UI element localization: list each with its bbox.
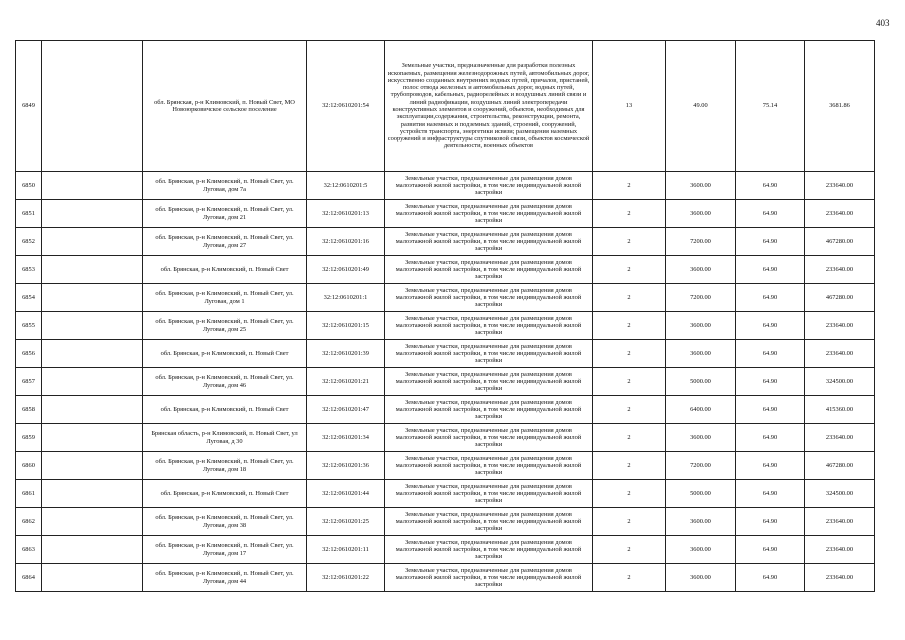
address-cell: обл. Брянская, р-н Климовский, п. Новый Свет [143, 256, 307, 284]
address-cell: обл. Брянская, р-н Климовский, п. Новый Свет, ул. Луговая, дом 27 [143, 228, 307, 256]
cadastral-value-cell: 233640.00 [805, 340, 875, 368]
table-row [16, 396, 875, 424]
use-group-cell: 2 [593, 340, 666, 368]
area-cell: 3600.00 [666, 340, 736, 368]
address-cell: обл. Брянская, р-н Климовский, п. Новый Свет, ул. Луговая, дом 18 [143, 452, 307, 480]
area-cell: 49.00 [666, 41, 736, 172]
address-cell: обл. Брянская, р-н Климовский, п. Новый Свет, ул. Луговая, дом 44 [143, 564, 307, 592]
area-cell: 7200.00 [666, 228, 736, 256]
specific-value-cell: 64.90 [736, 200, 805, 228]
row-number-cell: 6854 [16, 284, 42, 312]
table-row [16, 312, 875, 340]
use-group-cell: 2 [593, 564, 666, 592]
cadastral-number-cell: 32:12:0610201:54 [307, 41, 385, 172]
row-number-cell: 6852 [16, 228, 42, 256]
land-use-cell: Земельные участки, предназначенные для размещения домов малоэтажной жилой застройки, в том числе индивидуальной жилой застройки [385, 256, 593, 284]
blank-cell [42, 480, 143, 508]
row-number-cell: 6850 [16, 172, 42, 200]
area-cell: 5000.00 [666, 368, 736, 396]
blank-cell [42, 452, 143, 480]
use-group-cell: 2 [593, 368, 666, 396]
table-row [16, 172, 875, 200]
blank-cell [42, 200, 143, 228]
row-number-cell: 6855 [16, 312, 42, 340]
specific-value-cell: 64.90 [736, 368, 805, 396]
land-use-cell: Земельные участки, предназначенные для размещения домов малоэтажной жилой застройки, в том числе индивидуальной жилой застройки [385, 368, 593, 396]
blank-cell [42, 564, 143, 592]
area-cell: 3600.00 [666, 172, 736, 200]
row-number-cell: 6863 [16, 536, 42, 564]
table-row [16, 340, 875, 368]
cadastral-value-table [15, 40, 875, 592]
address-cell: обл. Брянская, р-н Климовский, п. Новый Свет, ул. Луговая, дом 7а [143, 172, 307, 200]
cadastral-value-cell: 467280.00 [805, 228, 875, 256]
row-number-cell: 6858 [16, 396, 42, 424]
specific-value-cell: 64.90 [736, 480, 805, 508]
area-cell: 3600.00 [666, 312, 736, 340]
area-cell: 5000.00 [666, 480, 736, 508]
area-cell: 7200.00 [666, 452, 736, 480]
area-cell: 3600.00 [666, 424, 736, 452]
use-group-cell: 2 [593, 312, 666, 340]
blank-cell [42, 41, 143, 172]
use-group-cell: 2 [593, 396, 666, 424]
use-group-cell: 2 [593, 172, 666, 200]
land-use-cell: Земельные участки, предназначенные для размещения домов малоэтажной жилой застройки, в том числе индивидуальной жилой застройки [385, 228, 593, 256]
land-use-cell: Земельные участки, предназначенные для размещения домов малоэтажной жилой застройки, в том числе индивидуальной жилой застройки [385, 536, 593, 564]
table-row [16, 284, 875, 312]
cadastral-number-cell: 32:12:0610201:21 [307, 368, 385, 396]
row-number-cell: 6856 [16, 340, 42, 368]
cadastral-value-cell: 233640.00 [805, 424, 875, 452]
table-row [16, 256, 875, 284]
land-use-cell: Земельные участки, предназначенные для размещения домов малоэтажной жилой застройки, в том числе индивидуальной жилой застройки [385, 452, 593, 480]
specific-value-cell: 64.90 [736, 396, 805, 424]
area-cell: 3600.00 [666, 256, 736, 284]
use-group-cell: 2 [593, 452, 666, 480]
cadastral-number-cell: 32:12:0610201:5 [307, 172, 385, 200]
cadastral-number-cell: 32:12:0610201:39 [307, 340, 385, 368]
land-use-cell: Земельные участки, предназначенные для размещения домов малоэтажной жилой застройки, в том числе индивидуальной жилой застройки [385, 396, 593, 424]
land-use-cell: Земельные участки, предназначенные для размещения домов малоэтажной жилой застройки, в том числе индивидуальной жилой застройки [385, 284, 593, 312]
cadastral-value-cell: 324500.00 [805, 480, 875, 508]
cadastral-number-cell: 32:12:0610201:11 [307, 536, 385, 564]
use-group-cell: 2 [593, 536, 666, 564]
cadastral-number-cell: 32:12:0610201:36 [307, 452, 385, 480]
blank-cell [42, 228, 143, 256]
table-row [16, 41, 875, 172]
specific-value-cell: 64.90 [736, 340, 805, 368]
land-use-cell: Земельные участки, предназначенные для размещения домов малоэтажной жилой застройки, в том числе индивидуальной жилой застройки [385, 200, 593, 228]
blank-cell [42, 172, 143, 200]
specific-value-cell: 64.90 [736, 508, 805, 536]
row-number-cell: 6851 [16, 200, 42, 228]
cadastral-value-cell: 415360.00 [805, 396, 875, 424]
land-use-cell: Земельные участки, предназначенные для размещения домов малоэтажной жилой застройки, в том числе индивидуальной жилой застройки [385, 480, 593, 508]
table-row [16, 200, 875, 228]
address-cell: обл. Брянская, р-н Климовский, п. Новый Свет, ул. Луговая, дом 1 [143, 284, 307, 312]
cadastral-value-cell: 233640.00 [805, 536, 875, 564]
specific-value-cell: 64.90 [736, 536, 805, 564]
use-group-cell: 2 [593, 508, 666, 536]
cadastral-number-cell: 32:12:0610201:13 [307, 200, 385, 228]
use-group-cell: 2 [593, 256, 666, 284]
specific-value-cell: 64.90 [736, 284, 805, 312]
use-group-cell: 2 [593, 480, 666, 508]
blank-cell [42, 368, 143, 396]
cadastral-value-cell: 3681.86 [805, 41, 875, 172]
cadastral-value-cell: 233640.00 [805, 312, 875, 340]
cadastral-value-cell: 467280.00 [805, 452, 875, 480]
row-number-cell: 6859 [16, 424, 42, 452]
address-cell: обл. Брянская, р-н Климовский, п. Новый Свет, ул. Луговая, дом 38 [143, 508, 307, 536]
table-row [16, 424, 875, 452]
land-use-cell: Земельные участки, предназначенные для размещения домов малоэтажной жилой застройки, в том числе индивидуальной жилой застройки [385, 508, 593, 536]
area-cell: 3600.00 [666, 536, 736, 564]
land-use-cell: Земельные участки, предназначенные для разработки полезных ископаемых, размещения железнодорожных путей, автомобильных дорог, искусственно созданных внутренних водных путей, причалов, пристаней, полос отвода железных и автомобильных дорог, водных путей, трубопроводов, кабельных, радиорелейных и воздушных линий связи и линий радиофикации, воздушных линий электропередачи конструктивных элементов и сооружений, объектов, необходимых для эксплуатации,содержания, строительства, реконструкции, ремонта, развития наземных и подземных зданий, строений, сооружений, устройств транспорта, энергетики исвязи; размещения наземных сооружений и инфраструктуры спутниковой связи, объектов космической деятельности, военных объектов [385, 41, 593, 172]
cadastral-number-cell: 32:12:0610201:1 [307, 284, 385, 312]
row-number-cell: 6861 [16, 480, 42, 508]
specific-value-cell: 75.14 [736, 41, 805, 172]
table-row [16, 452, 875, 480]
table-row [16, 368, 875, 396]
address-cell: обл. Брянская, р-н Климовский, п. Новый Свет [143, 480, 307, 508]
blank-cell [42, 424, 143, 452]
area-cell: 6400.00 [666, 396, 736, 424]
specific-value-cell: 64.90 [736, 312, 805, 340]
use-group-cell: 2 [593, 424, 666, 452]
land-use-cell: Земельные участки, предназначенные для размещения домов малоэтажной жилой застройки, в том числе индивидуальной жилой застройки [385, 340, 593, 368]
row-number-cell: 6857 [16, 368, 42, 396]
address-cell: обл. Брянская, р-н Климовский, п. Новый Свет, ул. Луговая, дом 46 [143, 368, 307, 396]
cadastral-value-cell: 233640.00 [805, 200, 875, 228]
table-row [16, 228, 875, 256]
cadastral-number-cell: 32:12:0610201:49 [307, 256, 385, 284]
blank-cell [42, 536, 143, 564]
specific-value-cell: 64.90 [736, 172, 805, 200]
cadastral-value-cell: 233640.00 [805, 508, 875, 536]
blank-cell [42, 256, 143, 284]
address-cell: обл. Брянская, р-н Климовский, п. Новый Свет [143, 396, 307, 424]
row-number-cell: 6860 [16, 452, 42, 480]
address-cell: обл. Брянская, р-н Климовский, п. Новый Свет [143, 340, 307, 368]
table-body [16, 41, 875, 592]
address-cell: Брянская область, р-н Климовский, п. Новый Свет, ул Луговая, д 30 [143, 424, 307, 452]
area-cell: 3600.00 [666, 508, 736, 536]
blank-cell [42, 508, 143, 536]
area-cell: 7200.00 [666, 284, 736, 312]
cadastral-value-cell: 467280.00 [805, 284, 875, 312]
use-group-cell: 2 [593, 200, 666, 228]
table-row [16, 564, 875, 592]
specific-value-cell: 64.90 [736, 564, 805, 592]
address-cell: обл. Брянская, р-н Климовский, п. Новый Свет, ул. Луговая, дом 17 [143, 536, 307, 564]
address-cell: обл. Брянская, р-н Климовский, п. Новый Свет, МО Новоюрковичское сельское поселение [143, 41, 307, 172]
row-number-cell: 6849 [16, 41, 42, 172]
area-cell: 3600.00 [666, 200, 736, 228]
area-cell: 3600.00 [666, 564, 736, 592]
cadastral-number-cell: 32:12:0610201:22 [307, 564, 385, 592]
land-use-cell: Земельные участки, предназначенные для размещения домов малоэтажной жилой застройки, в том числе индивидуальной жилой застройки [385, 312, 593, 340]
specific-value-cell: 64.90 [736, 424, 805, 452]
use-group-cell: 13 [593, 41, 666, 172]
cadastral-number-cell: 32:12:0610201:16 [307, 228, 385, 256]
cadastral-number-cell: 32:12:0610201:47 [307, 396, 385, 424]
blank-cell [42, 340, 143, 368]
cadastral-number-cell: 32:12:0610201:15 [307, 312, 385, 340]
specific-value-cell: 64.90 [736, 452, 805, 480]
cadastral-value-cell: 324500.00 [805, 368, 875, 396]
blank-cell [42, 396, 143, 424]
specific-value-cell: 64.90 [736, 256, 805, 284]
use-group-cell: 2 [593, 228, 666, 256]
table-row [16, 536, 875, 564]
cadastral-number-cell: 32:12:0610201:44 [307, 480, 385, 508]
address-cell: обл. Брянская, р-н Климовский, п. Новый Свет, ул. Луговая, дом 21 [143, 200, 307, 228]
cadastral-number-cell: 32:12:0610201:25 [307, 508, 385, 536]
table-row [16, 508, 875, 536]
cadastral-number-cell: 32:12:0610201:34 [307, 424, 385, 452]
blank-cell [42, 312, 143, 340]
specific-value-cell: 64.90 [736, 228, 805, 256]
blank-cell [42, 284, 143, 312]
land-use-cell: Земельные участки, предназначенные для размещения домов малоэтажной жилой застройки, в том числе индивидуальной жилой застройки [385, 564, 593, 592]
use-group-cell: 2 [593, 284, 666, 312]
table-row [16, 480, 875, 508]
cadastral-value-cell: 233640.00 [805, 172, 875, 200]
row-number-cell: 6853 [16, 256, 42, 284]
row-number-cell: 6864 [16, 564, 42, 592]
address-cell: обл. Брянская, р-н Климовский, п. Новый Свет, ул. Луговая, дом 25 [143, 312, 307, 340]
land-use-cell: Земельные участки, предназначенные для размещения домов малоэтажной жилой застройки, в том числе индивидуальной жилой застройки [385, 172, 593, 200]
cadastral-value-cell: 233640.00 [805, 564, 875, 592]
land-use-cell: Земельные участки, предназначенные для размещения домов малоэтажной жилой застройки, в том числе индивидуальной жилой застройки [385, 424, 593, 452]
page-number: 403 [876, 18, 890, 28]
cadastral-value-cell: 233640.00 [805, 256, 875, 284]
row-number-cell: 6862 [16, 508, 42, 536]
